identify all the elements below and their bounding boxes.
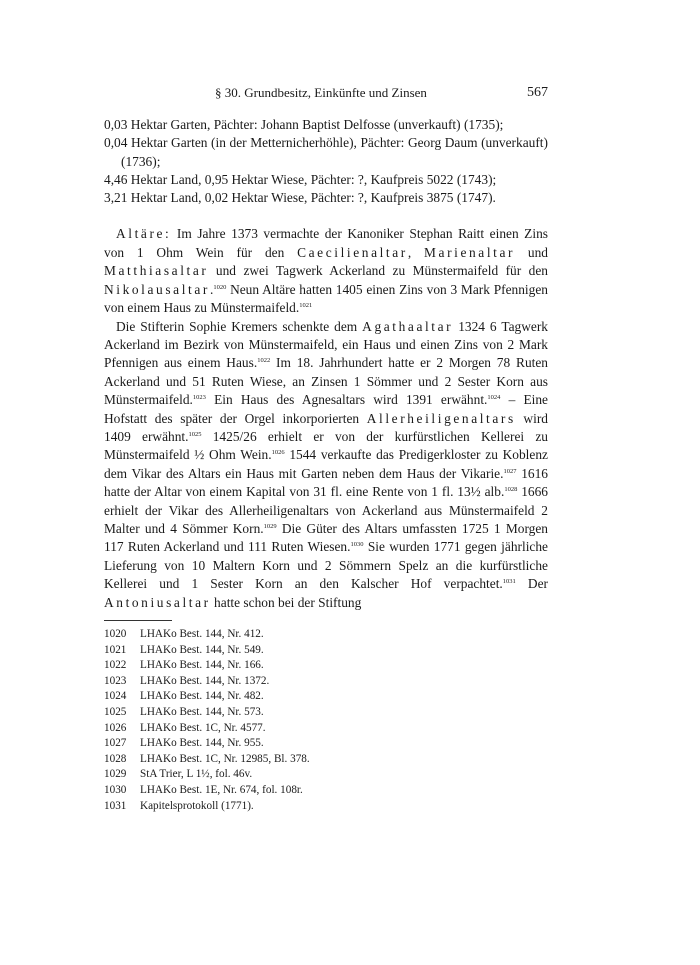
text-run: Der xyxy=(515,576,548,592)
footnote-divider xyxy=(104,620,172,621)
text-run: Im Jahre 1373 vermachte der Kanoniker Stephan Raitt einen Zins von 1 Ohm Wein für den xyxy=(104,226,548,260)
text-run: und zwei Tagwerk Ackerland zu Münstermaifeld für den xyxy=(208,263,548,279)
footnote xyxy=(104,627,548,643)
text-run: 1616 hatte der Altar von einem Kapital von 31 fl. eine Rente von 1 fl. 13½ alb. xyxy=(104,465,548,500)
footnote-ref[interactable]: 1030 xyxy=(350,541,364,549)
list-item: 3,21 Hektar Land, 0,02 Hektar Wiese, Pächter: ?, Kaufpreis 3875 (1747). xyxy=(104,190,496,206)
footnote xyxy=(104,689,548,705)
footnote-number: 1021 xyxy=(104,643,127,656)
spaced-term: Allerheiligenaltars xyxy=(366,410,516,426)
text-run: . xyxy=(209,281,214,297)
footnote-number: 1029 xyxy=(104,768,127,781)
spaced-term: Matthiasaltar xyxy=(104,263,209,279)
footnote xyxy=(104,643,548,659)
text-run: – Eine Hofstatt des später der Orgel inkorporierten xyxy=(104,392,548,426)
spaced-term: Altäre: xyxy=(116,226,172,242)
footnote-ref[interactable]: 1023 xyxy=(192,394,206,402)
text-run: Die Stifterin Sophie Kremers schenkte dem xyxy=(116,318,363,334)
footnote xyxy=(104,658,548,674)
footnote-text: StA Trier, L 1½, fol. 46v. xyxy=(140,768,253,781)
footnote-number: 1025 xyxy=(104,705,127,718)
text-run: 1544 verkaufte das Predigerkloster zu Koblenz dem Vikar des Altars ein Haus mit Garten neben dem Haus der Vikarie. xyxy=(104,447,548,481)
list-item: 0,04 Hektar Garten (in der Metternicherhöhle), Pächter: Georg Daum (unverkauft) (1736); xyxy=(104,135,548,169)
running-header xyxy=(104,80,548,106)
list-item: 0,03 Hektar Garten, Pächter: Johann Baptist Delfosse (unverkauft) (1735); xyxy=(104,117,504,132)
document-page xyxy=(104,80,548,814)
footnote-text: LHAKo Best. 144, Nr. 482. xyxy=(140,690,264,703)
footnote-number: 1020 xyxy=(104,628,127,641)
text-run: Neun Altäre hatten 1405 einen Zins von 3 Mark Pfennigen von einem Haus zu Münstermaifeld. xyxy=(104,281,548,316)
footnote-number: 1024 xyxy=(104,690,127,703)
footnote-text: LHAKo Best. 1C, Nr. 4577. xyxy=(140,721,266,734)
footnote xyxy=(104,767,548,783)
spaced-term: Antoniusaltar xyxy=(104,594,211,610)
footnote xyxy=(104,752,548,768)
footnote-number: 1027 xyxy=(104,737,127,750)
property-list xyxy=(104,116,548,207)
paragraph-altaere xyxy=(104,225,548,317)
footnote-ref[interactable]: 1027 xyxy=(503,467,517,475)
footnote-text: LHAKo Best. 144, Nr. 166. xyxy=(140,659,264,672)
footnote xyxy=(104,799,548,815)
footnote-number: 1023 xyxy=(104,674,127,687)
footnote-text: LHAKo Best. 144, Nr. 412. xyxy=(140,628,264,641)
footnote-ref[interactable]: 1026 xyxy=(271,449,285,457)
text-run: und xyxy=(515,244,548,260)
text-run: Ein Haus des Agnesaltars wird 1391 erwähnt. xyxy=(205,392,488,408)
footnote xyxy=(104,783,548,799)
spaced-term: Agathaaltar xyxy=(362,318,454,334)
text-run: wird 1409 erwähnt. xyxy=(104,410,548,444)
page-number: 567 xyxy=(527,85,548,100)
footnote-number: 1031 xyxy=(104,799,127,812)
footnote-ref[interactable]: 1025 xyxy=(188,430,202,438)
footnote-ref[interactable]: 1028 xyxy=(504,486,518,494)
footnote-text: LHAKo Best. 144, Nr. 549. xyxy=(140,643,264,656)
footnotes xyxy=(104,627,548,814)
text-run: Im 18. Jahrhundert hatte er 2 Morgen 78 Ruten Ackerland und 51 Ruten Wiese, an Zinsen 1 Sömmer und 2 Sester Korn aus Münstermaifeld. xyxy=(104,355,548,408)
footnote-number: 1030 xyxy=(104,783,127,796)
footnote-text: LHAKo Best. 144, Nr. 573. xyxy=(140,705,264,718)
footnote-ref[interactable]: 1031 xyxy=(502,578,516,586)
text-run: , xyxy=(407,244,425,260)
footnote-text: LHAKo Best. 1C, Nr. 12985, Bl. 378. xyxy=(140,752,310,765)
footnote-ref[interactable]: 1020 xyxy=(213,283,227,291)
footnote xyxy=(104,721,548,737)
text-run: hatte schon bei der Stiftung xyxy=(210,594,362,610)
text-run: 1425/26 erhielt er von der kurfürstlichen Kellerei zu Münstermaifeld ½ Ohm Wein. xyxy=(104,428,548,463)
footnote-text: LHAKo Best. 144, Nr. 955. xyxy=(140,737,264,750)
footnote-ref[interactable]: 1021 xyxy=(299,302,313,310)
paragraph-agathaaltar xyxy=(104,318,548,613)
spaced-term: Marienaltar xyxy=(424,244,516,260)
footnote-ref[interactable]: 1029 xyxy=(263,522,277,530)
footnote-ref[interactable]: 1022 xyxy=(257,357,271,365)
footnote xyxy=(104,736,548,752)
running-title: § 30. Grundbesitz, Einkünfte und Zinsen xyxy=(215,85,427,100)
footnote xyxy=(104,674,548,690)
text-run: 1324 6 Tagwerk Ackerland im Bezirk von Münstermaifeld, ein Haus und einen Zins von 2 Mark Pfennigen aus einem Haus. xyxy=(104,318,548,371)
spaced-term: Caecilienaltar xyxy=(297,244,408,260)
text-run: 1666 erhielt der Vikar des Allerheiligenaltars von Ackerland aus Münstermaifeld 2 Malter und 4 Sömmer Korn. xyxy=(104,484,548,536)
footnote-number: 1022 xyxy=(104,659,127,672)
footnote-text: LHAKo Best. 1E, Nr. 674, fol. 108r. xyxy=(140,783,303,796)
footnote-number: 1028 xyxy=(104,752,127,765)
footnote-text: Kapitelsprotokoll (1771). xyxy=(140,799,254,812)
text-run: Sie wurden 1771 gegen jährliche Lieferung von 10 Maltern Korn und 2 Sömmern Spelz an die kurfürstliche Kellerei und 1 Sester Korn an den Kalscher Hof verpachtet. xyxy=(104,539,549,592)
footnote xyxy=(104,705,548,721)
footnote-ref[interactable]: 1024 xyxy=(487,394,501,402)
body-text xyxy=(104,225,548,612)
spaced-term: Nikolausaltar xyxy=(104,281,210,297)
list-item: 4,46 Hektar Land, 0,95 Hektar Wiese, Pächter: ?, Kaufpreis 5022 (1743); xyxy=(104,171,497,187)
footnote-number: 1026 xyxy=(104,721,127,734)
footnote-text: LHAKo Best. 144, Nr. 1372. xyxy=(140,674,270,687)
text-run: Die Güter des Altars umfassten 1725 1 Morgen 117 Ruten Ackerland und 111 Ruten Wiesen. xyxy=(104,520,548,555)
